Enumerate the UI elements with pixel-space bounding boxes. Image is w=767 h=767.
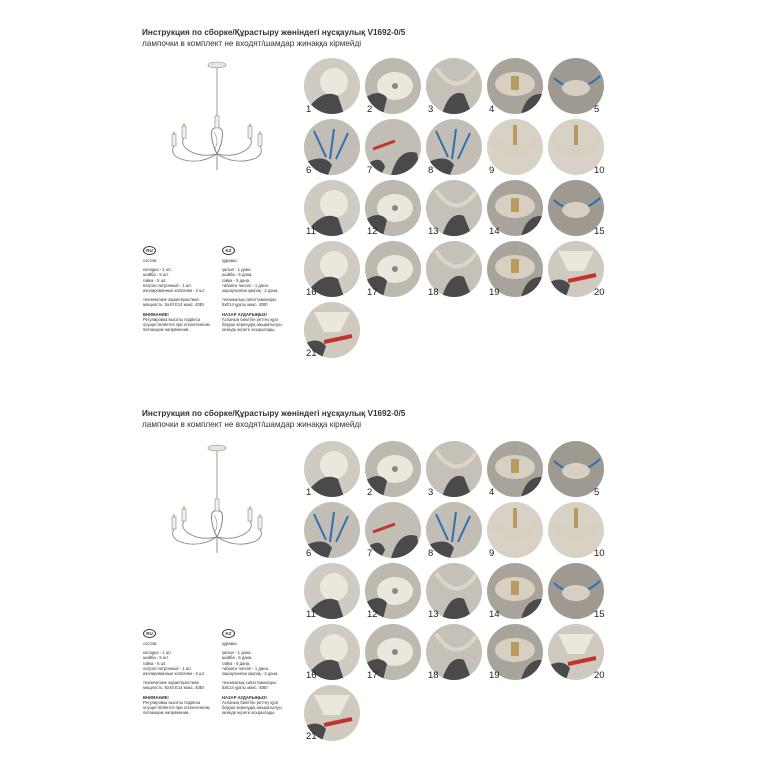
sheet-title: Инструкция по сборке/Құрастыру жөніндегі нұсқаулық V1692-0/5 <box>142 409 406 418</box>
step-number: 11 <box>306 609 316 620</box>
assembly-step <box>548 241 604 297</box>
step-number: 17 <box>367 287 378 298</box>
kz-item: оқшауланған қақпақ - 2 дана. <box>222 288 279 294</box>
assembly-step <box>548 502 604 558</box>
ru-warning-title: ВНИМАНИЕ! <box>143 311 169 317</box>
assembly-step <box>304 502 360 558</box>
step-number: 10 <box>594 165 605 176</box>
ru-warning: осуществляется при отключенном <box>143 705 210 711</box>
assembly-step <box>365 119 421 175</box>
sheet-subtitle: лампочки в комплект не входят/шамдар жинаққа кірмейді <box>142 420 362 429</box>
assembly-step <box>426 624 482 680</box>
ru-warning: Регулировка высоты подвеса <box>143 316 201 322</box>
kz-warning: кезінде жүзеге асырылады. <box>222 327 276 333</box>
assembly-step <box>487 624 543 680</box>
ru-warning: питающем напряжении. <box>143 327 190 333</box>
chandelier-illustration <box>160 441 280 591</box>
ru-item: изолированные колпачки - 2 шт. <box>143 288 206 294</box>
assembly-step <box>304 180 360 236</box>
assembly-step <box>304 441 360 497</box>
kz-warning: беруші кернеудің ажыратылуы <box>222 705 282 711</box>
kz-item: гайка - 5 дана. <box>222 277 251 283</box>
kz-item: оқшауланған қақпақ - 2 дана. <box>222 671 279 677</box>
step-number: 5 <box>594 104 600 115</box>
ru-warning: питающем напряжении. <box>143 710 190 716</box>
assembly-step <box>487 241 543 297</box>
assembly-step <box>365 180 421 236</box>
ru-section: состав: <box>143 641 158 646</box>
kz-info-block <box>222 246 300 332</box>
step-number: 15 <box>594 609 605 620</box>
step-photo <box>426 119 482 175</box>
assembly-step <box>548 180 604 236</box>
ru-info-block <box>143 246 221 332</box>
step-number: 19 <box>489 287 500 298</box>
step-photo <box>426 441 482 497</box>
assembly-step <box>304 624 360 680</box>
ru-tech: технические характеристики: <box>143 680 200 686</box>
kz-warning: Аспаның биіктігін реттеу қуат <box>222 316 279 322</box>
ru-tech: мощность: 5x40 E14 макс. 40Вт <box>143 302 205 308</box>
step-number: 14 <box>489 609 500 620</box>
assembly-step <box>304 563 360 619</box>
ru-item: шайба - 5 шт. <box>143 655 169 661</box>
step-number: 6 <box>306 548 312 559</box>
step-number: 12 <box>367 609 378 620</box>
step-number: 16 <box>306 670 317 681</box>
assembly-step <box>426 119 482 175</box>
ru-flag-badge: RU <box>143 246 156 255</box>
ru-warning-title: ВНИМАНИЕ! <box>143 694 169 700</box>
ru-item: гайка - 5 шт. <box>143 277 167 283</box>
assembly-step <box>304 58 360 114</box>
assembly-step <box>487 441 543 497</box>
kz-item: табанға тиесілі - 1 дана. <box>222 665 269 671</box>
step-number: 4 <box>489 104 495 115</box>
ru-warning: осуществляется при отключенном <box>143 322 210 328</box>
assembly-step <box>426 441 482 497</box>
step-number: 21 <box>306 731 317 742</box>
ru-tech: технические характеристики: <box>143 297 200 303</box>
ru-item: патрон патронный - 1 шт. <box>143 282 192 288</box>
step-number: 8 <box>428 165 434 176</box>
step-photo <box>487 58 543 114</box>
step-number: 7 <box>367 165 373 176</box>
ru-tech: мощность: 5x40 E14 макс. 40Вт <box>143 685 205 691</box>
step-number: 18 <box>428 287 439 298</box>
step-number: 21 <box>306 348 317 359</box>
step-number: 1 <box>306 104 312 115</box>
ru-item: патрон патронный - 1 шт. <box>143 665 192 671</box>
assembly-step <box>304 685 360 741</box>
assembly-step <box>365 502 421 558</box>
instruction-sheet-bottom <box>0 383 767 767</box>
kz-warning: Аспаның биіктігін реттеу қуат <box>222 699 279 705</box>
kz-tech: 5xE14 қуаты макс. 40Вт <box>222 302 268 308</box>
step-number: 8 <box>428 548 434 559</box>
assembly-step <box>426 58 482 114</box>
kz-warning-title: НАЗАР АУДАРЫҢЫЗ! <box>222 311 267 317</box>
ru-item: колодка - 1 шт. <box>143 650 172 656</box>
assembly-step <box>548 119 604 175</box>
step-number: 20 <box>594 287 605 298</box>
step-number: 9 <box>489 548 495 559</box>
assembly-step <box>548 58 604 114</box>
step-number: 1 <box>306 487 312 498</box>
step-number: 12 <box>367 226 378 237</box>
step-number: 3 <box>428 487 434 498</box>
step-number: 15 <box>594 226 605 237</box>
step-number: 18 <box>428 670 439 681</box>
assembly-step <box>426 180 482 236</box>
kz-tech: техникалық сипаттамалары: <box>222 297 278 303</box>
step-photo <box>304 441 360 497</box>
kz-section: құрамы: <box>222 258 238 263</box>
assembly-step <box>487 119 543 175</box>
ru-item: шайба - 5 шт. <box>143 272 169 278</box>
kz-warning-title: НАЗАР АУДАРЫҢЫЗ! <box>222 694 267 700</box>
assembly-step <box>426 241 482 297</box>
kz-item: қалып - 1 дана. <box>222 650 252 656</box>
step-photo <box>487 119 543 175</box>
ru-section: состав: <box>143 258 158 263</box>
step-number: 5 <box>594 487 600 498</box>
step-number: 20 <box>594 670 605 681</box>
assembly-step <box>487 180 543 236</box>
step-number: 13 <box>428 609 439 620</box>
step-photo <box>365 119 421 175</box>
ru-warning: Регулировка высоты подвеса <box>143 699 201 705</box>
kz-info-block <box>222 629 300 715</box>
kz-section: құрамы: <box>222 641 238 646</box>
step-photo <box>365 502 421 558</box>
step-photo <box>487 502 543 558</box>
kz-tech: техникалық сипаттамалары: <box>222 680 278 686</box>
ru-item: изолированные колпачки - 2 шт. <box>143 671 206 677</box>
step-number: 7 <box>367 548 373 559</box>
step-photo <box>365 441 421 497</box>
sheet-subtitle: лампочки в комплект не входят/шамдар жинаққа кірмейді <box>142 39 362 48</box>
kz-item: табанға тиесілі - 1 дана. <box>222 282 269 288</box>
assembly-step <box>365 563 421 619</box>
ru-info-block <box>143 629 221 715</box>
assembly-step <box>304 119 360 175</box>
assembly-step <box>548 624 604 680</box>
step-number: 14 <box>489 226 500 237</box>
kz-item: шайба - 5 дана. <box>222 272 253 278</box>
assembly-step <box>548 563 604 619</box>
kz-tech: 5xE14 қуаты макс. 40Вт <box>222 685 268 691</box>
sheet-title: Инструкция по сборке/Құрастыру жөніндегі нұсқаулық V1692-0/5 <box>142 28 406 37</box>
assembly-step <box>304 241 360 297</box>
chandelier-illustration <box>160 58 280 208</box>
assembly-step <box>365 58 421 114</box>
step-number: 19 <box>489 670 500 681</box>
ru-flag-badge: RU <box>143 629 156 638</box>
step-number: 10 <box>594 548 605 559</box>
assembly-step <box>487 563 543 619</box>
kz-item: шайба - 5 дана. <box>222 655 253 661</box>
step-number: 16 <box>306 287 317 298</box>
kz-item: қалып - 1 дана. <box>222 267 252 273</box>
assembly-step <box>487 58 543 114</box>
step-photo <box>365 58 421 114</box>
step-photo <box>487 441 543 497</box>
step-number: 11 <box>306 226 316 237</box>
kz-flag-badge: KZ <box>222 246 235 255</box>
step-number: 2 <box>367 104 373 115</box>
step-number: 6 <box>306 165 312 176</box>
assembly-step <box>365 441 421 497</box>
kz-warning: кезінде жүзеге асырылады. <box>222 710 276 716</box>
step-photo <box>304 502 360 558</box>
assembly-step <box>548 441 604 497</box>
kz-flag-badge: KZ <box>222 629 235 638</box>
step-number: 2 <box>367 487 373 498</box>
step-number: 4 <box>489 487 495 498</box>
assembly-step <box>487 502 543 558</box>
ru-item: гайка - 5 шт. <box>143 660 167 666</box>
step-number: 13 <box>428 226 439 237</box>
assembly-step <box>365 241 421 297</box>
kz-item: гайка - 5 дана. <box>222 660 251 666</box>
kz-warning: беруші кернеудің ажыратылуы <box>222 322 282 328</box>
ru-item: колодка - 1 шт. <box>143 267 172 273</box>
step-photo <box>426 58 482 114</box>
step-photo <box>426 502 482 558</box>
assembly-step <box>426 563 482 619</box>
assembly-step <box>426 502 482 558</box>
step-photo <box>304 58 360 114</box>
step-photo <box>304 119 360 175</box>
assembly-step <box>304 302 360 358</box>
step-number: 9 <box>489 165 495 176</box>
assembly-step <box>365 624 421 680</box>
step-number: 17 <box>367 670 378 681</box>
step-number: 3 <box>428 104 434 115</box>
